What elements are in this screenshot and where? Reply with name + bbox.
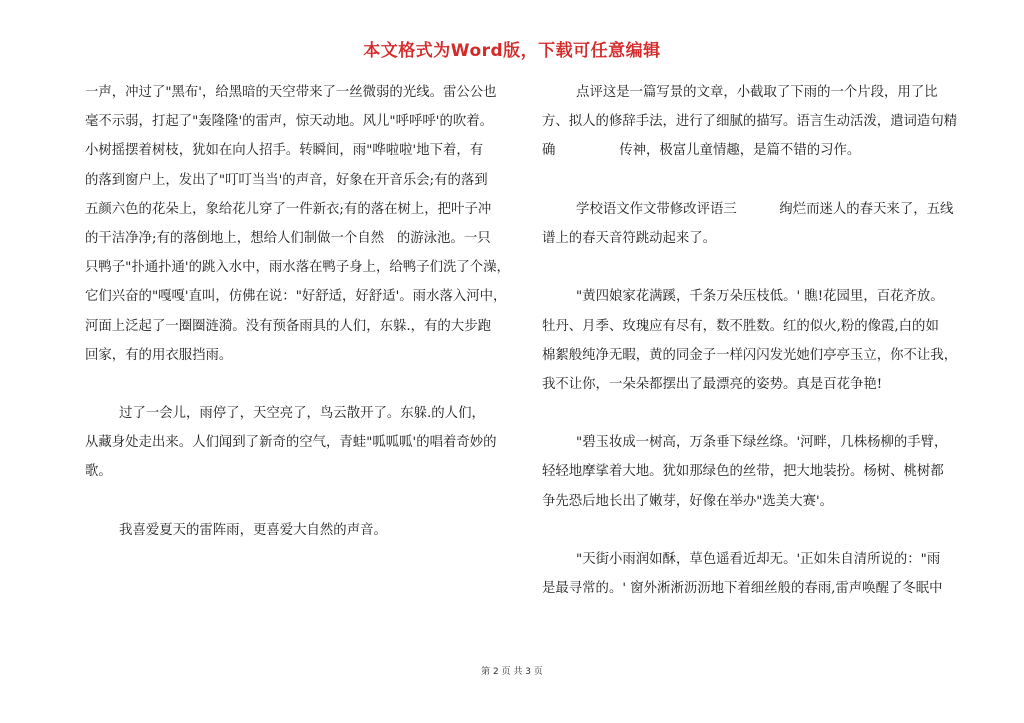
text-line: 它们兴奋的"嘎嘎'直叫，仿佛在说："好舒适，好舒适'。雨水落入河中， xyxy=(85,289,507,305)
text-line: 轻轻地摩挲着大地。犹如那绿色的丝带，把大地装扮。杨树、桃树都 xyxy=(542,464,944,480)
text-line: 学校语文作文带修改评语三 绚烂而迷人的春天来了，五线 xyxy=(542,201,954,217)
text-line: 确 传神，极富儿童情趣，是篇不错的习作。 xyxy=(542,143,861,159)
text-line: 我不让你，一朵朵都摆出了最漂亮的姿势。真是百花争艳! xyxy=(542,376,883,392)
text-line: 小树摇摆着树枝，犹如在向人招手。转瞬间，雨"哗啦啦'地下着，有 xyxy=(85,143,484,159)
text-line: 牡丹、月季、玫瑰应有尽有，数不胜数。红的似火,粉的像霞,白的如 xyxy=(542,318,939,334)
text-line: 我喜爱夏天的雷阵雨，更喜爱大自然的声音。 xyxy=(85,522,387,538)
text-line: 过了一会儿，雨停了，天空亮了，鸟云散开了。东躲.的人们， xyxy=(85,406,485,422)
right-text-column xyxy=(542,82,967,607)
text-line: 从藏身处走出来。人们闻到了新奇的空气，青蛙"呱呱呱'的唱着奇妙的 xyxy=(85,435,497,451)
left-text-column xyxy=(85,82,523,549)
text-line xyxy=(542,257,967,286)
text-line: 一声，冲过了"黑布'，给黑暗的天空带来了一丝微弱的光线。雷公公也 xyxy=(85,85,497,100)
text-line: 争先恐后地长出了嫩芽，好像在举办"选美大赛'。 xyxy=(542,493,834,509)
text-line xyxy=(542,520,967,549)
text-line: "天街小雨润如酥，草色遥看近却无。'正如朱自清所说的："雨 xyxy=(542,552,941,567)
text-line xyxy=(85,374,523,403)
text-line: 回家，有的用衣服挡雨。 xyxy=(85,347,233,363)
text-line: 点评这是一篇写景的文章，小截取了下雨的一个片段，用了比 xyxy=(542,85,938,100)
text-line: 的落到窗户上，发出了"叮叮当当'的声音，好象在开音乐会;有的落到 xyxy=(85,172,488,188)
text-line: 棉絮般纯净无暇，黄的同金子一样闪闪发光她们亭亭玉立，你不让我， xyxy=(542,347,958,363)
text-line: 谱上的春天音符跳动起来了。 xyxy=(542,230,717,246)
text-line: 只鸭子"扑通扑通'的跳入水中，雨水落在鸭子身上，给鸭子们洗了个澡， xyxy=(85,260,510,276)
text-line: 毫不示弱，打起了"轰隆隆'的雷声，惊天动地。风儿"呼呼呼'的吹着。 xyxy=(85,114,494,130)
text-line xyxy=(542,170,967,199)
text-line: 歌。 xyxy=(85,464,112,480)
text-line: "碧玉妆成一树高，万条垂下绿丝绦。'河畔，几株杨柳的手臂， xyxy=(542,435,948,451)
text-line xyxy=(85,491,523,520)
text-line: 是最寻常的。' 窗外淅淅沥沥地下着细丝般的春雨,雷声唤醒了冬眠中 xyxy=(542,581,943,597)
text-line: 河面上泛起了一圈圈涟漪。没有预备雨具的人们，东躲.，有的大步跑 xyxy=(85,318,491,334)
document-banner: 本文格式为Word版，下载可任意编辑 xyxy=(363,41,661,61)
text-line: "黄四娘家花满蹊，千条万朵压枝低。' 瞧!花园里，百花齐放。 xyxy=(542,289,944,305)
page-number-footer: 第 2 页 共 3 页 xyxy=(481,667,543,677)
text-line: 五颜六色的花朵上，象给花儿穿了一件新衣;有的落在树上，把叶子冲 xyxy=(85,201,492,217)
text-line: 方、拟人的修辞手法，进行了细腻的描写。语言生动活泼，遣词造句精 xyxy=(542,114,958,130)
text-line xyxy=(542,403,967,432)
text-line: 的干洁净净;有的落倒地上，想给人们制做一个自然 的游泳池。一只 xyxy=(85,230,491,246)
